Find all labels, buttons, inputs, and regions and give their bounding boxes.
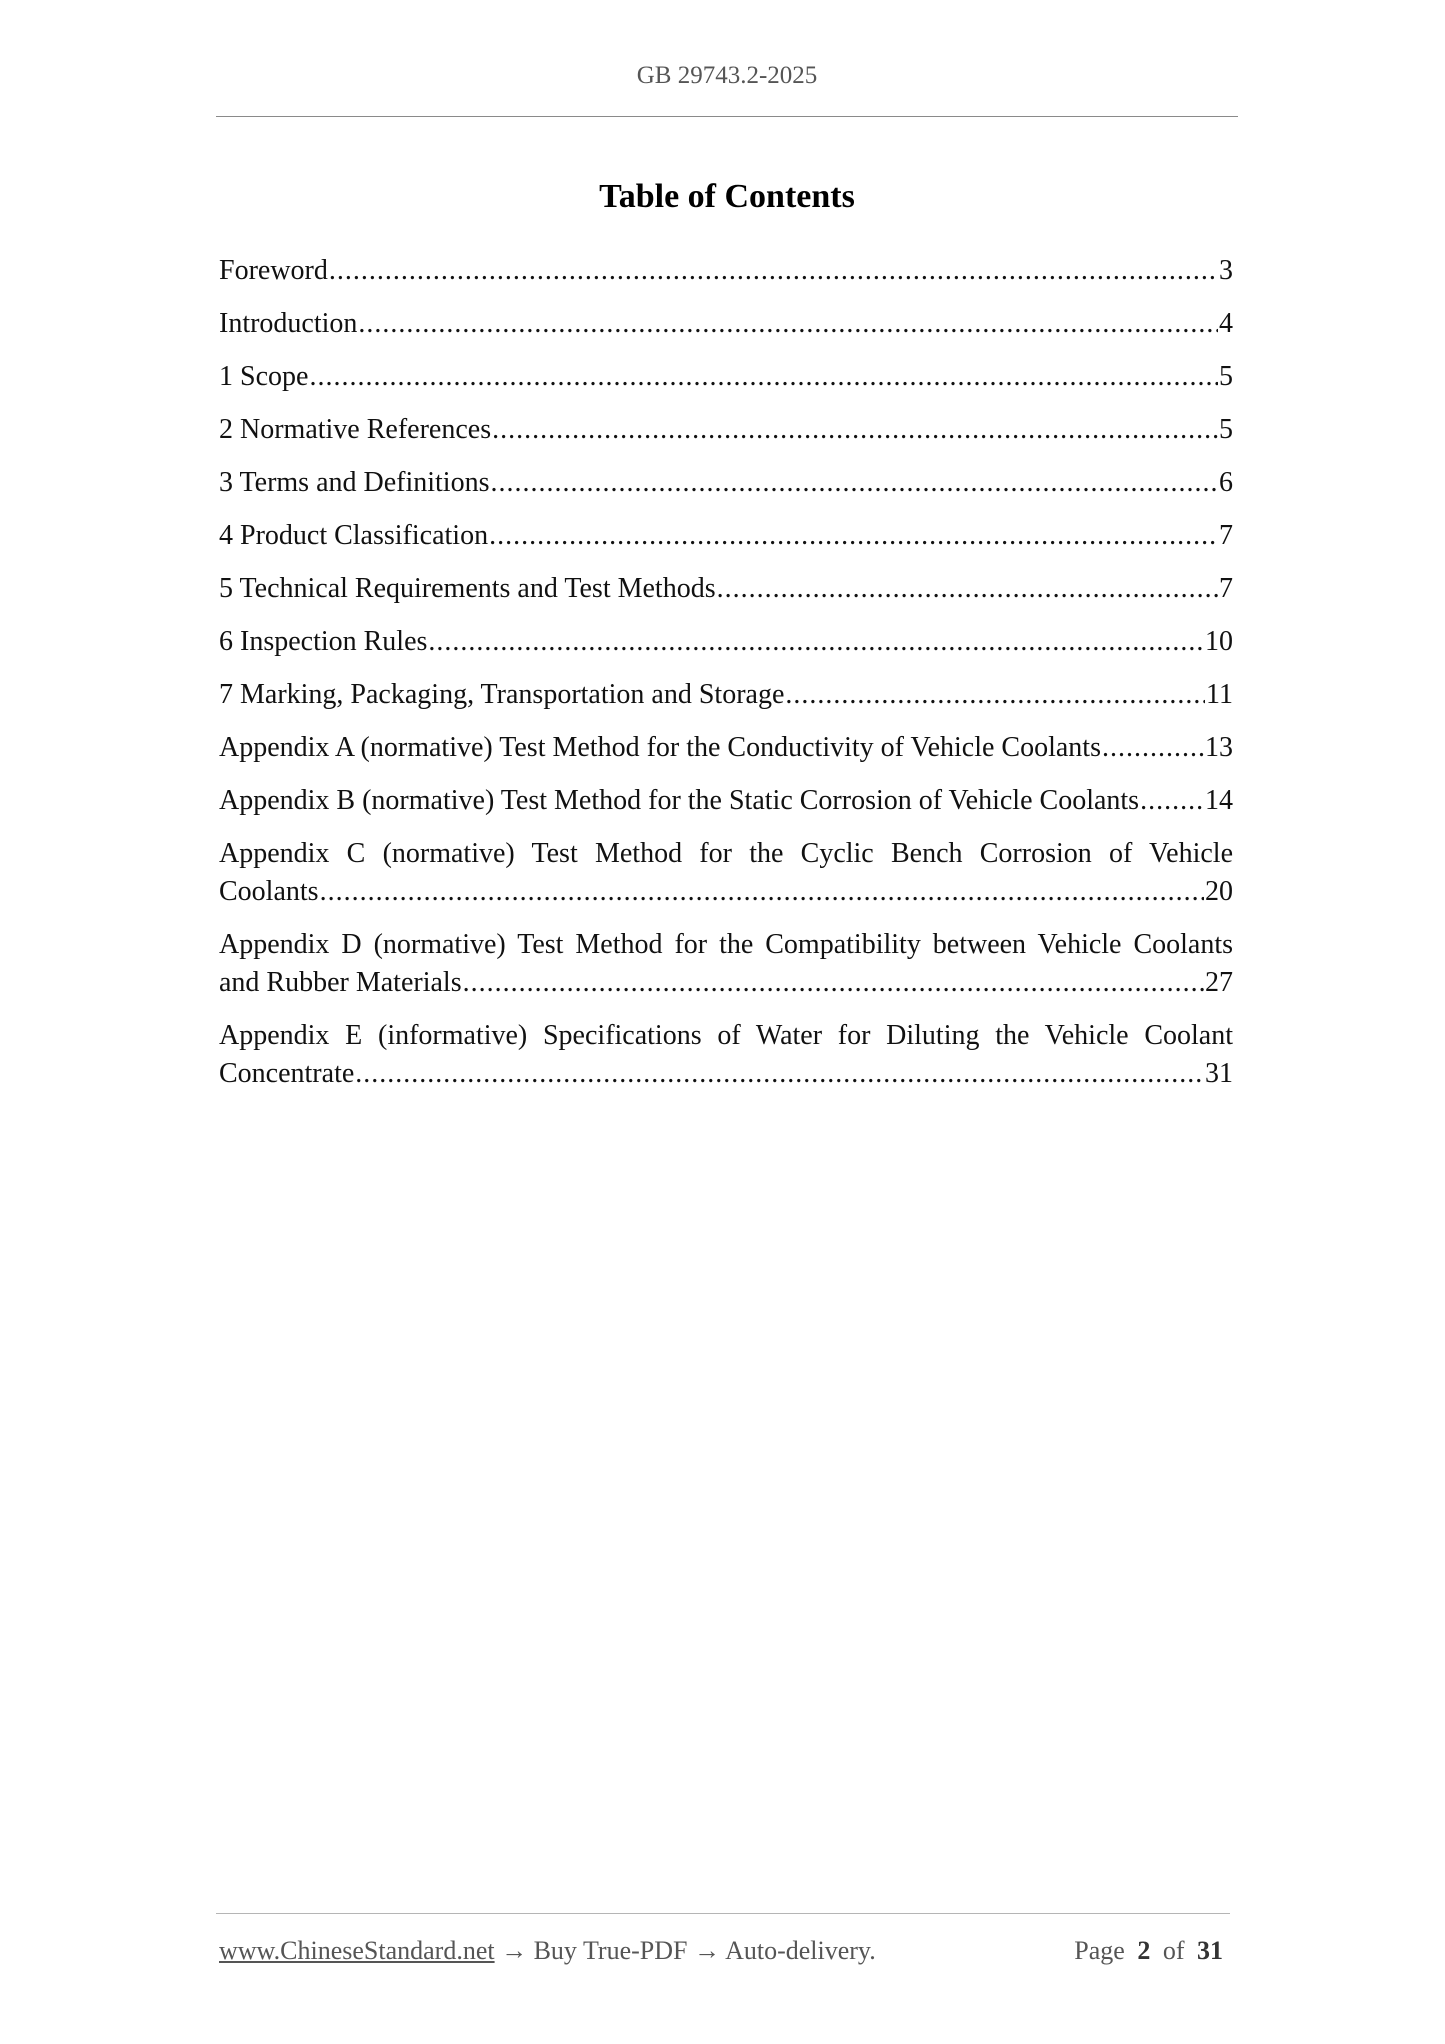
toc-leader-dots [463, 964, 1204, 1002]
page-word: Page [1074, 1936, 1125, 1965]
toc-entry-appendix-c[interactable] [219, 835, 1233, 911]
toc-entry-page: 6 [1219, 467, 1233, 498]
arrow-right-icon: → [501, 1936, 528, 1965]
toc-entry-introduction[interactable] [219, 305, 1233, 343]
toc-leader-dots [320, 873, 1204, 911]
toc-entry-normative-references[interactable] [219, 411, 1233, 449]
toc-entry-appendix-a[interactable] [219, 729, 1233, 767]
toc-entry-label: 7 Marking, Packaging, Transportation and Storage [219, 679, 785, 710]
document-id: GB 29743.2-2025 [636, 62, 818, 89]
toc-entry-page: 5 [1219, 361, 1233, 392]
site-link[interactable]: www.ChineseStandard.net [219, 1936, 495, 1965]
toc-entry-label: 3 Terms and Definitions [219, 467, 490, 498]
toc-entry-label: Appendix A (normative) Test Method for the Conductivity of Vehicle Coolants [219, 732, 1101, 763]
toc-entry-page: 31 [1205, 1058, 1233, 1089]
toc-entry-technical-requirements[interactable] [219, 570, 1233, 608]
toc-entry-label: 4 Product Classification [219, 520, 489, 551]
toc-entry-label-line2: and Rubber Materials [219, 967, 462, 998]
toc-entry-label-line2: Coolants [219, 876, 319, 907]
toc-entry-label: Foreword [219, 255, 328, 286]
toc-entry-appendix-b[interactable] [219, 782, 1233, 820]
total-pages: 31 [1197, 1936, 1223, 1965]
toc-entry-label: 6 Inspection Rules [219, 626, 428, 657]
toc-leader-dots [1140, 782, 1204, 820]
toc-entry-appendix-e[interactable] [219, 1017, 1233, 1093]
toc-entry-scope[interactable] [219, 358, 1233, 396]
toc-entry-label-line1: Appendix D (normative) Test Method for the Compatibility between Vehicle Coolants [219, 929, 1233, 960]
toc-leader-dots [492, 411, 1218, 449]
document-header [216, 62, 1238, 90]
toc-entry-label: 2 Normative References [219, 414, 492, 445]
delivery-text: Auto-delivery. [725, 1936, 876, 1965]
toc-entry-last-line [219, 1055, 1233, 1093]
toc-entry-label: 5 Technical Requirements and Test Methods [219, 573, 716, 604]
toc-entry-page: 27 [1205, 967, 1233, 998]
toc-entry-foreword[interactable] [219, 252, 1233, 290]
toc-entry-terms-definitions[interactable] [219, 464, 1233, 502]
footer-promo [219, 1936, 876, 1966]
toc-entry-page: 3 [1219, 255, 1233, 286]
toc-entry-product-classification[interactable] [219, 517, 1233, 555]
toc-leader-dots [717, 570, 1218, 608]
table-of-contents [219, 252, 1233, 1108]
toc-entry-page: 11 [1206, 679, 1233, 710]
of-word: of [1162, 1936, 1185, 1965]
toc-entry-marking-packaging[interactable] [219, 676, 1233, 714]
arrow-right-icon: → [694, 1936, 720, 1965]
toc-entry-page: 7 [1219, 520, 1233, 551]
toc-entry-label-line1: Appendix E (informative) Specifications of Water for Diluting the Vehicle Coolant [219, 1020, 1233, 1051]
toc-leader-dots [309, 358, 1218, 396]
toc-leader-dots [785, 676, 1205, 714]
toc-entry-page: 20 [1205, 876, 1233, 907]
toc-leader-dots [329, 252, 1218, 290]
page-title: Table of Contents [599, 178, 855, 215]
toc-leader-dots [358, 305, 1218, 343]
toc-leader-dots [428, 623, 1204, 661]
header-divider [216, 116, 1238, 117]
toc-entry-page: 13 [1205, 732, 1233, 763]
toc-entry-page: 14 [1205, 785, 1233, 816]
toc-leader-dots [489, 517, 1218, 555]
toc-entry-page: 10 [1205, 626, 1233, 657]
toc-entry-last-line [219, 964, 1233, 1002]
toc-entry-label: Appendix B (normative) Test Method for the Static Corrosion of Vehicle Coolants [219, 785, 1140, 816]
toc-entry-last-line [219, 873, 1233, 911]
footer-divider [216, 1913, 1230, 1914]
toc-entry-label: 1 Scope [219, 361, 309, 392]
toc-entry-label-line2: Concentrate [219, 1058, 355, 1089]
page-footer [219, 1936, 1229, 1966]
toc-entry-label: Introduction [219, 308, 358, 339]
buy-text: Buy True-PDF [533, 1936, 688, 1965]
toc-leader-dots [490, 464, 1218, 502]
toc-leader-dots [355, 1055, 1204, 1093]
toc-leader-dots [1102, 729, 1204, 767]
toc-entry-page: 4 [1219, 308, 1233, 339]
toc-entry-inspection-rules[interactable] [219, 623, 1233, 661]
current-page: 2 [1137, 1936, 1151, 1965]
toc-entry-page: 5 [1219, 414, 1233, 445]
toc-entry-label-line1: Appendix C (normative) Test Method for the Cyclic Bench Corrosion of Vehicle [219, 838, 1233, 869]
page-number [1074, 1936, 1229, 1966]
toc-entry-page: 7 [1219, 573, 1233, 604]
toc-entry-appendix-d[interactable] [219, 926, 1233, 1002]
